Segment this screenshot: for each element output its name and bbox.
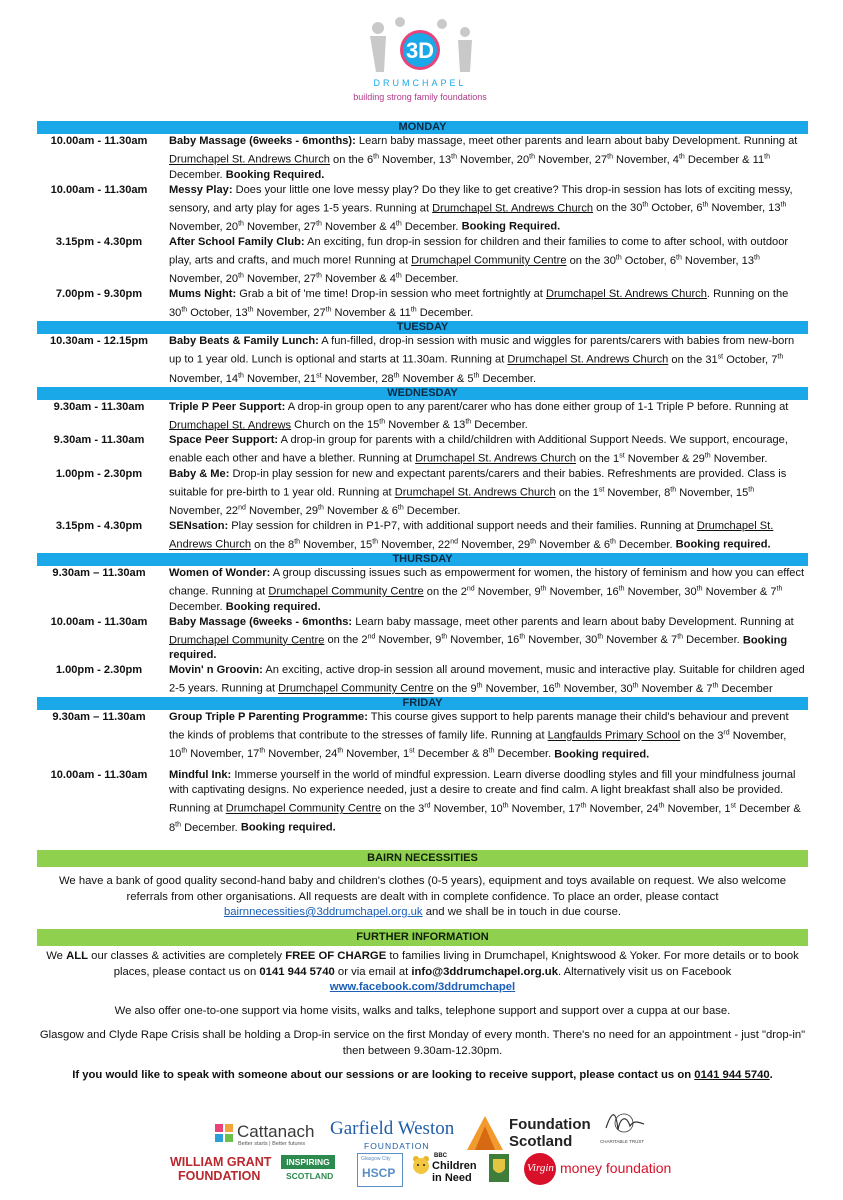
session-description xyxy=(161,615,808,664)
day-header-tuesday: TUESDAY xyxy=(37,321,808,334)
session-row xyxy=(37,710,808,762)
further-info-paragraph-3: Glasgow and Clyde Rape Crisis shall be holding a Drop-in service on the first Monday of every month. There's no need for an appointment - just "drop-in" then between 9.30am-12.30pm. xyxy=(39,1029,806,1057)
session-booking-note: Booking required. xyxy=(225,600,321,613)
session-venue[interactable]: Drumchapel St. Andrews Church xyxy=(169,153,330,166)
session-dates: on the 1st November & 29th November. xyxy=(576,452,768,465)
session-text: This course gives support to help parents manage their child's behaviour and prevent the kinds of problems that contribute to the stresses of family life. Running at xyxy=(169,711,789,742)
pudsey-bear-icon xyxy=(412,1155,430,1177)
session-row xyxy=(37,334,808,386)
session-venue[interactable]: Drumchapel St. Andrews Church xyxy=(507,353,669,366)
session-description xyxy=(161,134,808,183)
further-info-paragraph-2: We also offer one-to-one support via home visits, walks and talks, telephone support and support over a cuppa at our base. xyxy=(114,1005,731,1017)
session-row xyxy=(37,519,808,553)
session-time: 9.30am - 11.30am xyxy=(53,434,145,447)
session-title: Baby & Me: xyxy=(169,467,230,480)
session-time: 7.00pm - 9.30pm xyxy=(55,288,143,301)
glasgow-hscp-logo xyxy=(357,1153,403,1187)
further-info-paragraph-4 xyxy=(37,1068,808,1084)
session-time: 9.30am - 11.30am xyxy=(53,400,145,413)
session-time: 10.00am - 11.30am xyxy=(50,183,148,196)
p1-c: to families living in Drumchapel, Knightswood & Yoker. For more details or to book places, please contact us on xyxy=(113,950,799,978)
day-header-friday: FRIDAY xyxy=(37,697,808,710)
session-title: Mindful Ink: xyxy=(169,769,232,782)
cattanach-icon xyxy=(215,1124,233,1142)
session-time: 10.30am - 12.15pm xyxy=(49,335,149,348)
weekly-schedule xyxy=(37,121,808,836)
money-foundation-word: money foundation xyxy=(560,1160,672,1176)
session-dates: on the 8th November, 15th November, 22nd November, 29th November & 6th December. xyxy=(251,538,676,551)
bairn-body: We have a bank of good quality second-hand baby and children's clothes (0-5 years), equipment and toys available on request. We also welcome referrals from other organisations. All requests are dealt with in complete confidence. To place an order, please contact xyxy=(58,875,787,903)
session-venue[interactable]: Drumchapel St. Andrews Church xyxy=(169,520,774,551)
garfield-weston-logo xyxy=(330,1118,460,1152)
session-venue[interactable]: Drumchapel Community Centre xyxy=(169,634,325,647)
session-title: Baby Massage (6weeks - 6months): xyxy=(169,135,356,147)
session-booking-note: Booking required. xyxy=(675,538,771,551)
session-time: 1.00pm - 2.30pm xyxy=(55,664,143,677)
session-dates: on the 30th October, 6th November, 13th November, 20th November, 27th November & 4th December. xyxy=(169,254,760,286)
p1-all: ALL xyxy=(66,950,89,962)
cin-line1: Children xyxy=(432,1160,477,1172)
session-dates: on the 30th October, 6th November, 13th November, 20th November, 27th November & 4th December. xyxy=(169,201,787,234)
p1-d: or via email at xyxy=(334,965,412,978)
cattanach-sub: Better starts | Better futures xyxy=(238,1141,306,1147)
session-venue[interactable]: Drumchapel Community Centre xyxy=(225,803,382,816)
further-information-heading: FURTHER INFORMATION xyxy=(37,929,808,946)
session-booking-note: Booking Required. xyxy=(461,221,561,234)
charitable-trust-sub: CHARITABLE TRUST xyxy=(600,1139,645,1144)
p1-phone: 0141 944 5740 xyxy=(259,965,335,978)
session-row xyxy=(37,183,808,235)
foundation-scotland-icon xyxy=(467,1116,503,1150)
further-info-paragraph-1 xyxy=(37,949,808,996)
session-text: An exciting, active drop-in session all around movement, music and interactive play. Suitable for children aged 2-5 years. Running at xyxy=(169,664,805,695)
session-text: Learn baby massage, meet other parents and learn about baby Development. Running at xyxy=(352,615,794,628)
garfield-sub: FOUNDATION xyxy=(364,1141,430,1151)
william-grant-line2: FOUNDATION xyxy=(178,1169,261,1183)
session-text: An exciting, fun drop-in session for children and their families to come to after school, with outdoor play, arts and crafts, and much more! Running at xyxy=(169,236,789,267)
bairn-email-link[interactable]: bairnnecessities@3ddrumchapel.org.uk xyxy=(223,906,423,918)
session-description xyxy=(161,768,808,835)
session-title: After School Family Club: xyxy=(169,236,305,249)
session-time: 9.30am – 11.30am xyxy=(52,566,146,579)
session-venue[interactable]: Drumchapel Community Centre xyxy=(278,683,434,695)
session-description xyxy=(161,566,808,615)
session-booking-note: Booking Required. xyxy=(225,168,325,181)
session-row xyxy=(37,400,808,434)
session-row xyxy=(37,615,808,664)
session-title: Movin' n Groovin: xyxy=(169,664,263,677)
session-booking-note: Booking required. xyxy=(554,748,650,761)
session-text: Learn baby massage, meet other parents and learn about baby Development. Running at xyxy=(355,135,798,147)
session-row xyxy=(37,467,808,519)
william-grant-line1: WILLIAM GRANT xyxy=(170,1155,272,1169)
session-dates: on the 2nd November, 9th November, 16th November, 30th November & 7th December. xyxy=(324,633,743,647)
session-dates: Church on the 15th November & 13th December. xyxy=(291,418,528,432)
session-dates: on the 2nd November, 9th November, 16th November, 30th November & 7th December. xyxy=(169,584,783,613)
contact-phone-link[interactable]: 0141 944 5740 xyxy=(694,1069,770,1081)
session-booking-note: Booking required. xyxy=(240,821,336,834)
p1-b: our classes & activities are completely xyxy=(88,950,286,962)
children-in-need-logo xyxy=(412,1153,480,1185)
session-row xyxy=(37,433,808,467)
session-description xyxy=(161,287,808,321)
virgin-money-foundation-logo xyxy=(524,1153,672,1187)
logo-mark-text: 3D xyxy=(405,38,435,63)
day-header-thursday: THURSDAY xyxy=(37,553,808,566)
session-text: A group discussing issues such as empowerment for women, the history of feminism and how you can effect change. Running at xyxy=(169,566,805,598)
session-text: Grab a bit of 'me time! Drop-in session who meet fortnightly at xyxy=(236,288,546,301)
session-dates: on the 31st October, 7th November, 14th November, 21st November, 28th November & 5th December. xyxy=(169,353,784,385)
p1-e: . Alternatively visit us on Facebook xyxy=(557,965,732,978)
session-time: 3.15pm - 4.30pm xyxy=(55,236,143,249)
day-header-wednesday: WEDNESDAY xyxy=(37,387,808,400)
session-text: Does your little one love messy play? Do they like to get creative? This drop-in session has lots of exciting messy, sensory, and arty play for ages 1-5 years. Running at xyxy=(169,183,793,215)
session-venue[interactable]: Langfaulds Primary School xyxy=(547,729,681,742)
foundation-scotland-line1: Foundation xyxy=(509,1116,591,1133)
session-title: Triple P Peer Support: xyxy=(169,400,286,413)
virgin-word: Virgin xyxy=(527,1162,554,1174)
session-title: Baby Beats & Family Lunch: xyxy=(169,335,319,348)
council-crest-logo xyxy=(488,1153,510,1183)
session-dates: on the 9th November, 16th November, 30th November & 7th December xyxy=(433,682,773,695)
session-title: Group Triple P Parenting Programme: xyxy=(169,711,368,723)
p4-end: . xyxy=(769,1069,773,1081)
session-text: Immerse yourself in the world of mindful expression. Learn diverse doodling styles and fill your mindfulness journal with captivating designs. No experience needed, just a desire to create and find calm. A light breakfast shall also be provided. Running at xyxy=(169,769,796,816)
session-row xyxy=(37,566,808,615)
bairn-necessities-text xyxy=(37,874,808,921)
session-text: Drop-in play session for new and expectant parents/carers and their babies. Refreshments are provided. Class is suitable for pre-birth to 1 year old. Running at xyxy=(169,467,787,499)
session-row xyxy=(37,235,808,287)
session-booking-note: Booking required. xyxy=(169,634,788,662)
session-description xyxy=(161,235,808,287)
cattanach-logo xyxy=(215,1120,325,1150)
garfield-name: Garfield Weston xyxy=(330,1118,455,1139)
session-description xyxy=(161,183,808,235)
bairn-tail: and we shall be in touch in due course. xyxy=(422,906,622,918)
session-venue[interactable]: Drumchapel St. Andrews Church xyxy=(432,202,594,215)
cattanach-name: Cattanach xyxy=(237,1122,315,1141)
session-venue[interactable]: Drumchapel St. Andrews Church xyxy=(394,486,556,499)
session-description xyxy=(161,519,808,553)
session-title: SENsation: xyxy=(169,520,229,533)
inspiring-scotland-logo xyxy=(281,1155,337,1185)
session-description xyxy=(161,433,808,467)
session-time: 1.00pm - 2.30pm xyxy=(55,467,143,480)
session-dates: on the 3rd November, 10th November, 17th November, 24th November, 1st December & 8th December. xyxy=(169,729,787,761)
session-dates: on the 6th November, 13th November, 20th November, 27th November, 4th December & 11th December. xyxy=(169,153,770,181)
session-title: Mums Night: xyxy=(169,288,237,301)
session-row xyxy=(37,134,808,183)
session-venue[interactable]: Drumchapel St. Andrews Church xyxy=(545,288,707,301)
session-text: A drop-in group for parents with a child/children with Additional Support Needs. We support, encourage, enable each other and have a blether. Running at xyxy=(169,434,788,465)
session-venue[interactable]: Drumchapel Community Centre xyxy=(268,585,424,598)
session-title: Women of Wonder: xyxy=(169,566,271,579)
logo-word: DRUMCHAPEL xyxy=(373,78,467,88)
session-description xyxy=(161,334,808,386)
session-time: 10.00am - 11.30am xyxy=(50,615,148,628)
day-header-monday: MONDAY xyxy=(37,121,808,134)
session-row xyxy=(37,768,808,835)
inspiring-line1: INSPIRING xyxy=(281,1155,335,1169)
session-description xyxy=(161,467,808,519)
hscp-top: Glasgow City xyxy=(361,1156,391,1162)
signature-mark xyxy=(602,1108,646,1138)
logo-tagline: building strong family foundations xyxy=(353,92,487,102)
session-time: 10.00am - 11.30am xyxy=(50,769,148,782)
session-text: A fun-filled, drop-in session with music and wiggles for parents/carers with babies from new-born up to 1 year old. Lunch is optional and starts at 11.30am. Running at xyxy=(169,335,795,366)
session-time: 9.30am – 11.30am xyxy=(52,711,146,723)
bairn-necessities-heading: BAIRN NECESSITIES xyxy=(37,850,808,867)
charitable-trust-logo xyxy=(600,1108,650,1148)
session-title: Space Peer Support: xyxy=(169,434,279,447)
session-text: Play session for children in P1-P7, with additional support needs and their families. Running at xyxy=(228,520,697,533)
session-dates: on the 1st November, 8th November, 15th November, 22nd November, 29th November & 6th December. xyxy=(169,485,755,518)
session-description xyxy=(161,663,808,697)
session-row xyxy=(37,287,808,321)
session-title: Baby Massage (6weeks - 6months: xyxy=(169,615,353,628)
session-venue[interactable]: Drumchapel St. Andrews xyxy=(169,419,292,432)
foundation-scotland-line2: Scotland xyxy=(509,1133,573,1150)
session-venue[interactable]: Drumchapel Community Centre xyxy=(411,254,567,267)
p1-a: We xyxy=(46,950,67,962)
cin-bbc: BBC xyxy=(434,1153,447,1159)
info-email[interactable]: info@3ddrumchapel.org.uk xyxy=(411,965,558,978)
session-time: 3.15pm - 4.30pm xyxy=(55,520,143,533)
session-description xyxy=(161,400,808,434)
foundation-scotland-logo xyxy=(467,1116,592,1152)
cin-line2: in Need xyxy=(432,1172,472,1184)
session-dates: on the 3rd November, 10th November, 17th November, 24th November, 1st December & 8th December. xyxy=(169,802,801,834)
session-time: 10.00am - 11.30am xyxy=(50,135,148,147)
facebook-link[interactable]: www.facebook.com/3ddrumchapel xyxy=(329,981,516,993)
session-text: A drop-in group open to any parent/carer who has done either group of 1-1 Triple P before. Running at xyxy=(285,400,789,413)
session-description xyxy=(161,710,808,762)
session-title: Messy Play: xyxy=(169,183,233,196)
william-grant-logo xyxy=(170,1155,275,1185)
inspiring-line2: SCOTLAND xyxy=(286,1171,334,1181)
p4-text: If you would like to speak with someone about our sessions or are looking to receive support, please contact us on xyxy=(72,1069,695,1081)
p1-free: FREE OF CHARGE xyxy=(285,950,387,962)
session-venue[interactable]: Drumchapel St. Andrews Church xyxy=(415,452,577,465)
session-dates: . Running on the 30th October, 13th November, 27th November & 11th December. xyxy=(169,288,789,320)
crest-icon xyxy=(488,1153,510,1183)
hscp-name: HSCP xyxy=(362,1166,396,1180)
session-row xyxy=(37,663,808,697)
